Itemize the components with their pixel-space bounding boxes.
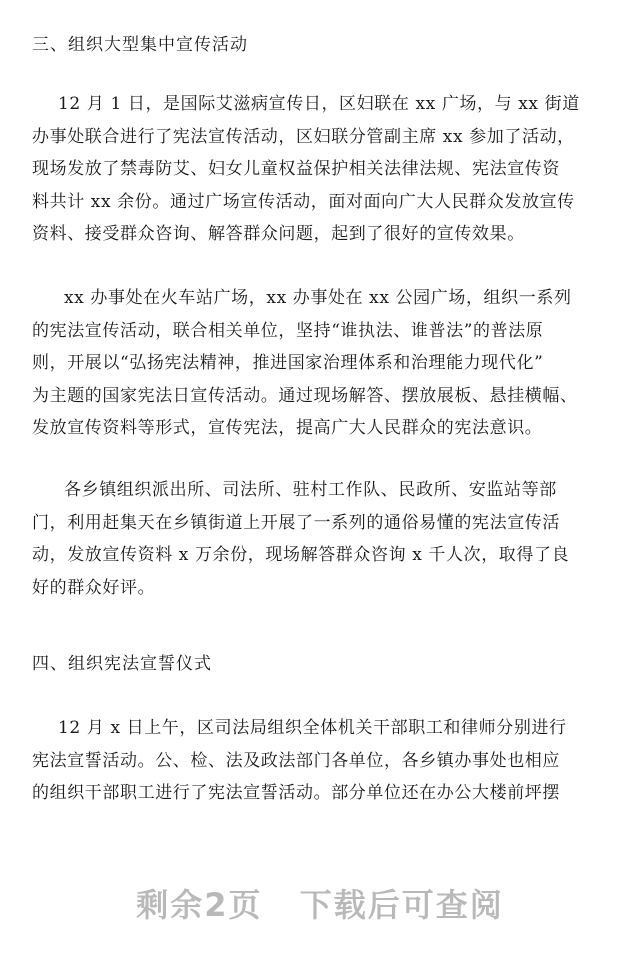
paragraph-3-line: 动，发放宣传资料 x 万余份，现场解答群众咨询 x 千人次，取得了良 [32, 545, 570, 565]
section-heading-4: 四、组织宪法宣誓仪式 [32, 654, 212, 674]
paragraph-1 [32, 88, 624, 251]
paragraph-2-line: 的宪法宣传活动，联合相关单位，坚持“谁执法、谁普法”的普法原 [32, 320, 544, 341]
section-heading-3: 三、组织大型集中宣传活动 [32, 35, 248, 55]
paragraph-4-line: 的组织干部职工进行了宪法宣誓活动。部分单位还在办公大楼前坪摆 [32, 783, 560, 803]
paragraph-4-line: 12 月 x 日上午，区司法局组织全体机关干部职工和律师分别进行 [58, 718, 567, 738]
paragraph-2-line: xx 办事处在火车站广场，xx 办事处在 xx 公园广场，组织一系列 [64, 288, 572, 308]
paragraph-2-line: 发放宣传资料等形式，宣传宪法，提高广大人民群众的宪法意识。 [32, 418, 543, 438]
paragraph-2 [32, 282, 624, 445]
paragraph-3-line: 门，利用赶集天在乡镇街道上开展了一系列的通俗易懂的宪法宣传活 [32, 512, 560, 533]
paragraph-2-line: 则，开展以“弘扬宪法精神，推进国家治理体系和治理能力现代化” [32, 353, 544, 373]
paragraph-1-line: 资料、接受群众咨询、解答群众问题，起到了很好的宣传效果。 [32, 224, 525, 244]
paragraph-3 [32, 474, 624, 604]
paragraph-2-line: 为主题的国家宪法日宣传活动。通过现场解答、摆放展板、悬挂横幅、 [32, 385, 578, 406]
paragraph-1-line: 办事处联合进行了宪法宣传活动，区妇联分管副主席 xx 参加了活动， [32, 126, 575, 147]
paragraph-3-line: 好的群众好评。 [32, 577, 156, 598]
paragraph-1-line: 现场发放了禁毒防艾、妇女儿童权益保护相关法律法规、宪法宣传资 [32, 159, 560, 179]
paragraph-1-line: 料共计 xx 余份。通过广场宣传活动，面对面向广大人民群众发放宣传 [32, 191, 575, 212]
paragraph-1-line: 12 月 1 日，是国际艾滋病宣传日，区妇联在 xx 广场，与 xx 街道 [58, 94, 580, 114]
paragraph-4-line: 宪法宣誓活动。公、检、法及政法部门各单位，各乡镇办事处也相应 [32, 750, 560, 771]
paragraph-4 [32, 712, 624, 810]
paragraph-3-line: 各乡镇组织派出所、司法所、驻村工作队、民政所、安监站等部 [64, 480, 557, 500]
download-to-read-banner[interactable]: 剩余2页 下载后可查阅 [136, 886, 504, 924]
